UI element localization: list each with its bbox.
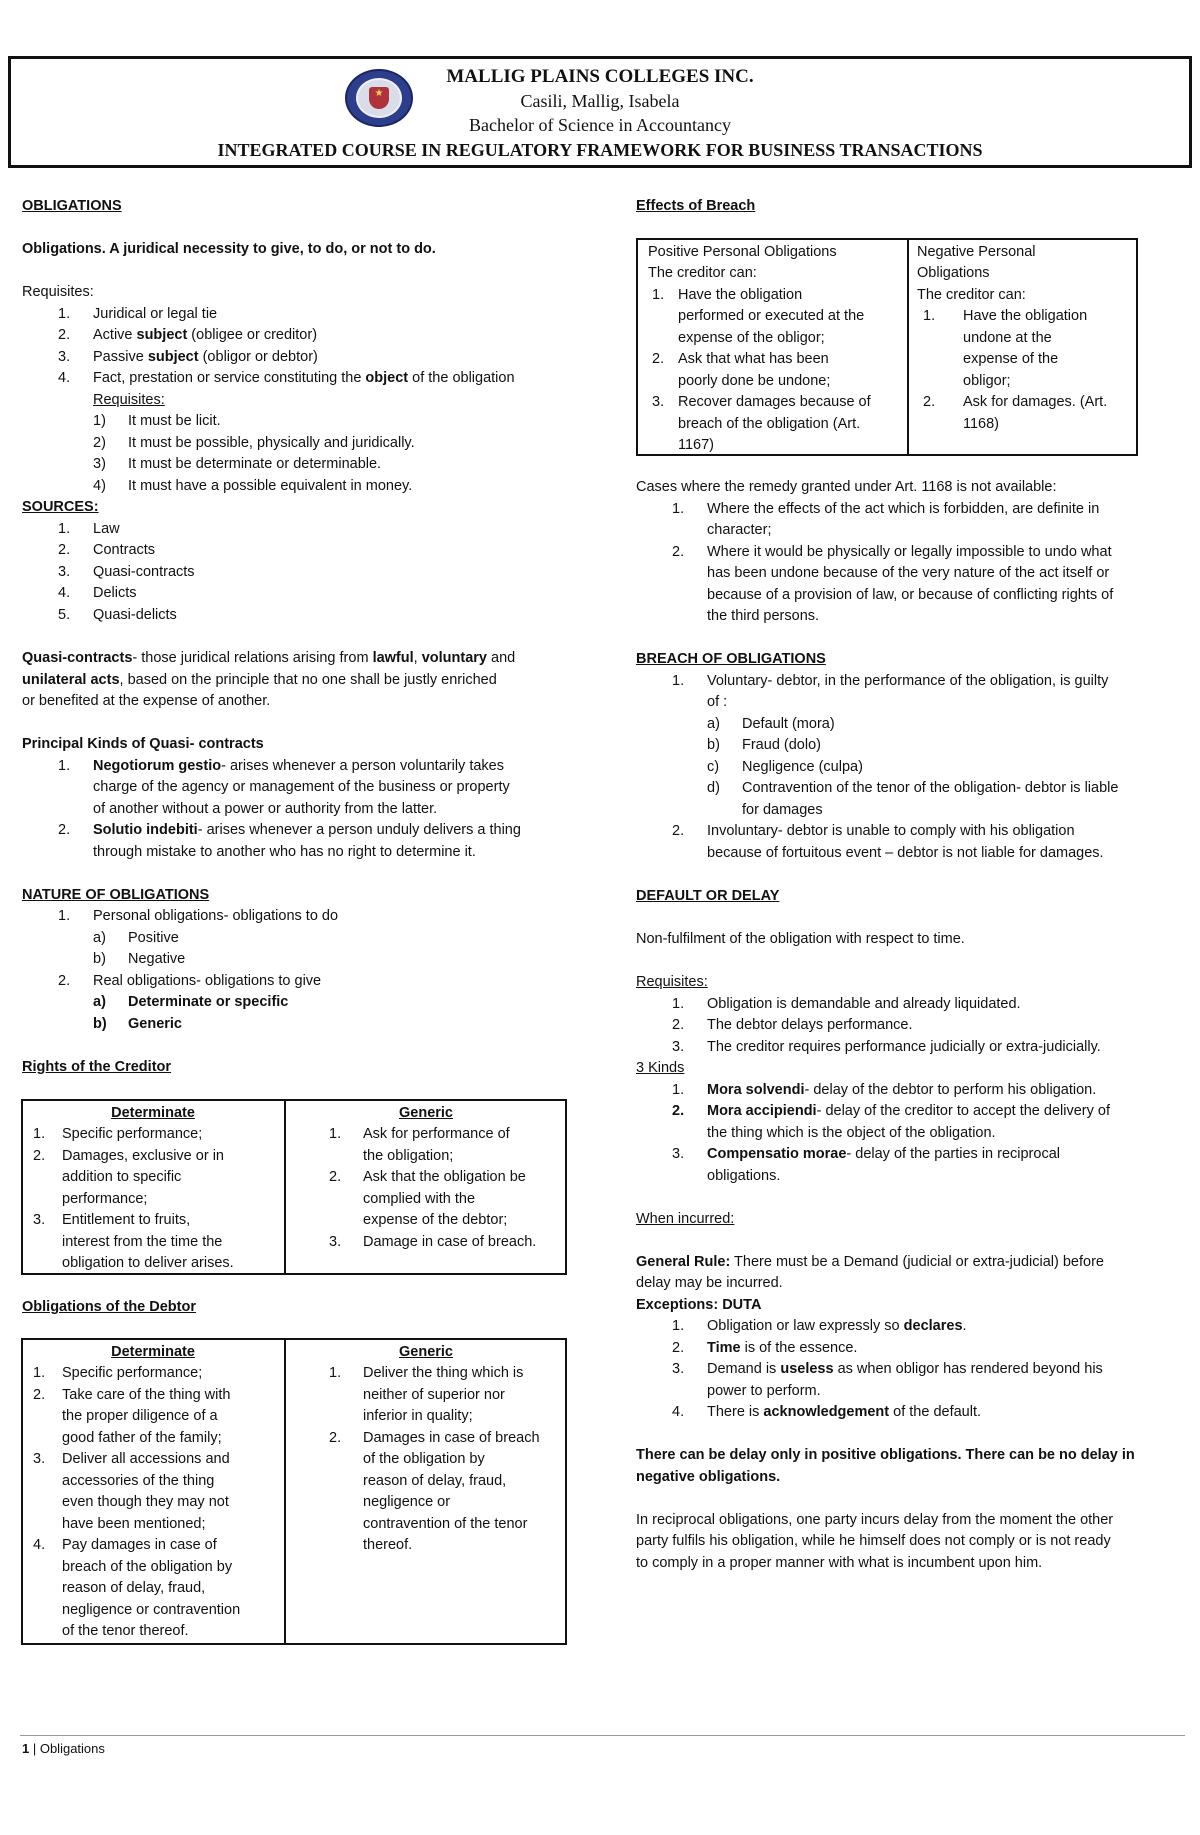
text-line: The creditor can: bbox=[648, 265, 757, 281]
text-line: 1. bbox=[672, 1082, 685, 1098]
text-line: 1167) bbox=[678, 437, 715, 453]
text-line: addition to specific bbox=[62, 1169, 182, 1185]
text-line: 3. bbox=[672, 1146, 685, 1162]
text-line: unilateral acts bbox=[22, 672, 120, 688]
text-line: Mora accipiendi bbox=[707, 1103, 817, 1119]
text-line: have been mentioned; bbox=[62, 1516, 206, 1532]
text-line: of the default. bbox=[889, 1404, 982, 1420]
text-line: of the tenor thereof. bbox=[62, 1623, 189, 1639]
default-heading: DEFAULT OR DELAY bbox=[636, 888, 780, 904]
text-line: 2. bbox=[672, 1103, 685, 1119]
text-line: 3. bbox=[58, 349, 71, 365]
text-line: 1. bbox=[923, 308, 936, 324]
text-line: 3. bbox=[33, 1451, 46, 1467]
list-item bbox=[707, 1338, 857, 1360]
text-line: (obligee or creditor) bbox=[187, 327, 318, 343]
list-item: Delicts bbox=[93, 585, 137, 601]
text-line: - delay of the creditor to accept the delivery of bbox=[816, 1103, 1110, 1119]
text-line: expense of the debtor; bbox=[363, 1212, 508, 1228]
general-rule bbox=[636, 1252, 1104, 1274]
table-header-positive: Positive Personal Obligations bbox=[648, 244, 837, 260]
text-line: 1. bbox=[58, 306, 71, 322]
table-cell: Deliver the thing which is bbox=[363, 1365, 524, 1381]
text-line: 2. bbox=[33, 1387, 46, 1403]
text-line: 2. bbox=[923, 394, 936, 410]
text-line: negligence or bbox=[363, 1494, 451, 1510]
list-item: It must be determinate or determinable. bbox=[128, 456, 382, 472]
text-line: 2. bbox=[58, 973, 71, 989]
text-line: | bbox=[29, 1741, 40, 1756]
text-line: 2. bbox=[329, 1430, 342, 1446]
text-line: undone at the bbox=[963, 330, 1052, 346]
default-requisites-label: Requisites: bbox=[636, 974, 708, 990]
table-cell: Take care of the thing with bbox=[62, 1387, 231, 1403]
text-line: performed or executed at the bbox=[678, 308, 865, 324]
text-line: a) bbox=[93, 994, 106, 1010]
list-item: It must have a possible equivalent in money. bbox=[128, 478, 413, 494]
delay-note: There can be delay only in positive obligations. There can be no delay in bbox=[636, 1447, 1135, 1463]
list-item: Quasi-delicts bbox=[93, 607, 177, 623]
list-item: Negative bbox=[128, 951, 186, 967]
text-line: obligor; bbox=[963, 373, 1011, 389]
text-line: has been undone because of the very nature of the act itself or bbox=[707, 565, 1110, 581]
table-cell: Ask for damages. (Art. bbox=[963, 394, 1108, 410]
table-cell: Deliver all accessions and bbox=[62, 1451, 230, 1467]
list-item: Default (mora) bbox=[742, 716, 835, 732]
list-item bbox=[707, 1316, 967, 1338]
text-line: as when obligor has rendered beyond his bbox=[833, 1361, 1103, 1377]
text-line: 4. bbox=[33, 1537, 46, 1553]
text-line: 1. bbox=[329, 1126, 342, 1142]
text-line: 3) bbox=[93, 456, 106, 472]
text-line: a) bbox=[93, 930, 106, 946]
text-line: charge of the agency or management of the business or property bbox=[93, 779, 510, 795]
text-line: c) bbox=[707, 759, 720, 775]
text-line: delay may be incurred. bbox=[636, 1275, 783, 1291]
text-line: The creditor can: bbox=[917, 287, 1026, 303]
text-line: good father of the family; bbox=[62, 1430, 222, 1446]
list-item bbox=[93, 304, 217, 326]
list-item: Contravention of the tenor of the obligation- debtor is liable bbox=[742, 780, 1119, 796]
list-item bbox=[93, 325, 317, 347]
text-line: , bbox=[413, 650, 422, 666]
list-item: It must be licit. bbox=[128, 413, 221, 429]
text-line: the third persons. bbox=[707, 608, 820, 624]
text-line: thereof. bbox=[363, 1537, 413, 1553]
table-cell: Recover damages because of bbox=[678, 394, 871, 410]
text-line: a) bbox=[707, 716, 720, 732]
text-line: 3. bbox=[329, 1234, 342, 1250]
text-line: 4. bbox=[58, 585, 71, 601]
list-item: Contracts bbox=[93, 542, 156, 558]
text-line: (obligor or debtor) bbox=[198, 349, 318, 365]
list-item: Generic bbox=[128, 1016, 182, 1032]
text-line: is of the essence. bbox=[740, 1340, 858, 1356]
text-line: breach of the obligation by bbox=[62, 1559, 233, 1575]
table-header-generic: Generic bbox=[399, 1344, 453, 1360]
text-line: There is bbox=[707, 1404, 764, 1420]
text-line: Mora solvendi bbox=[707, 1082, 805, 1098]
debtor-heading: Obligations of the Debtor bbox=[22, 1299, 196, 1315]
list-item bbox=[707, 1359, 1103, 1381]
text-line: 2. bbox=[58, 822, 71, 838]
nature-heading: NATURE OF OBLIGATIONS bbox=[22, 887, 210, 903]
list-item: Fraud (dolo) bbox=[742, 737, 821, 753]
text-line: b) bbox=[707, 737, 720, 753]
text-line: performance; bbox=[62, 1191, 148, 1207]
text-line: - arises whenever a person voluntarily takes bbox=[221, 758, 504, 774]
text-line: 3. bbox=[672, 1361, 685, 1377]
text-line: the thing which is the object of the obligation. bbox=[707, 1125, 996, 1141]
text-line: 3. bbox=[58, 564, 71, 580]
text-line: of another without a power or authority from the latter. bbox=[93, 801, 438, 817]
text-line: voluntary bbox=[421, 650, 487, 666]
text-line: breach of the obligation (Art. bbox=[678, 416, 861, 432]
text-line: Obligations bbox=[917, 265, 990, 281]
text-line: or benefited at the expense of another. bbox=[22, 693, 271, 709]
text-line: Solutio indebiti bbox=[93, 822, 198, 838]
effects-heading: Effects of Breach bbox=[636, 198, 756, 214]
list-item bbox=[707, 1144, 1060, 1166]
effects-of-breach-table bbox=[636, 238, 1138, 456]
college-seal-icon: ★ bbox=[345, 69, 413, 127]
when-incurred-label: When incurred: bbox=[636, 1211, 735, 1227]
text-line: b) bbox=[93, 1016, 107, 1032]
text-line: In reciprocal obligations, one party incurs delay from the moment the other bbox=[636, 1512, 1114, 1528]
list-item bbox=[93, 820, 521, 842]
text-line: for damages bbox=[742, 802, 823, 818]
text-line: complied with the bbox=[363, 1191, 476, 1207]
text-line: 5. bbox=[58, 607, 71, 623]
text-line: to comply in a proper manner with what is incumbent upon him. bbox=[636, 1555, 1043, 1571]
list-item: Voluntary- debtor, in the performance of the obligation, is guilty bbox=[707, 673, 1109, 689]
text-line: the proper diligence of a bbox=[62, 1408, 218, 1424]
text-line: 1. bbox=[672, 501, 685, 517]
list-item bbox=[707, 1101, 1110, 1123]
text-line: even though they may not bbox=[62, 1494, 229, 1510]
text-line: useless bbox=[780, 1361, 834, 1377]
table-cell: Have the obligation bbox=[963, 308, 1088, 324]
text-line: 1. bbox=[672, 1318, 685, 1334]
text-line: because of fortuitous event – debtor is not liable for damages. bbox=[707, 845, 1104, 861]
text-line: poorly done be undone; bbox=[678, 373, 831, 389]
breach-heading: BREACH OF OBLIGATIONS bbox=[636, 651, 826, 667]
text-line: subject bbox=[136, 327, 188, 343]
table-cell: Ask for performance of bbox=[363, 1126, 510, 1142]
text-line: obligations. bbox=[707, 1168, 781, 1184]
text-line: 4) bbox=[93, 478, 106, 494]
list-item bbox=[93, 756, 504, 778]
text-line: 1. bbox=[652, 287, 665, 303]
list-item: The debtor delays performance. bbox=[707, 1017, 913, 1033]
text-line: interest from the time the bbox=[62, 1234, 223, 1250]
text-line: party fulfils his obligation, while he himself does not comply or is not ready bbox=[636, 1533, 1111, 1549]
table-header-determinate: Determinate bbox=[111, 1344, 195, 1360]
text-line: Obligation or law expressly so bbox=[707, 1318, 904, 1334]
list-item bbox=[707, 1080, 1096, 1102]
text-line: Fact, prestation or service constituting the bbox=[93, 370, 366, 386]
text-line: General Rule: bbox=[636, 1254, 731, 1270]
text-line: 1. bbox=[58, 521, 71, 537]
text-line: 1 bbox=[22, 1741, 30, 1756]
text-line: 3. bbox=[652, 394, 665, 410]
text-line: because of a provision of law, or because of conflicting rights of bbox=[707, 587, 1114, 603]
table-header-generic: Generic bbox=[399, 1105, 453, 1121]
text-line: Obligations bbox=[39, 1741, 105, 1756]
list-item: Where the effects of the act which is forbidden, are definite in bbox=[707, 501, 1100, 517]
text-line: - arises whenever a person unduly delivers a thing bbox=[197, 822, 521, 838]
text-line: inferior in quality; bbox=[363, 1408, 473, 1424]
text-line: accessories of the thing bbox=[62, 1473, 215, 1489]
default-definition: Non-fulfilment of the obligation with respect to time. bbox=[636, 931, 965, 947]
text-line: 1. bbox=[672, 673, 685, 689]
kinds-label: 3 Kinds bbox=[636, 1060, 685, 1076]
text-line: 2. bbox=[33, 1148, 46, 1164]
text-line: subject bbox=[147, 349, 199, 365]
text-line: negative obligations. bbox=[636, 1469, 781, 1485]
text-line: through mistake to another who has no right to determine it. bbox=[93, 844, 476, 860]
text-line: and bbox=[486, 650, 516, 666]
text-line: contravention of the tenor bbox=[363, 1516, 528, 1532]
text-line: reason of delay, fraud, bbox=[62, 1580, 206, 1596]
text-line: neither of superior nor bbox=[363, 1387, 505, 1403]
rights-of-creditor-table bbox=[21, 1099, 567, 1275]
text-line: - those juridical relations arising from bbox=[132, 650, 373, 666]
table-cell: Ask that what has been bbox=[678, 351, 829, 367]
table-header-negative: Negative Personal bbox=[917, 244, 1036, 260]
obligations-heading: OBLIGATIONS bbox=[22, 198, 122, 214]
text-line: Compensatio morae bbox=[707, 1146, 847, 1162]
list-item: Determinate or specific bbox=[128, 994, 289, 1010]
table-cell: Damages, exclusive or in bbox=[62, 1148, 224, 1164]
text-line: power to perform. bbox=[707, 1383, 821, 1399]
text-line: 2. bbox=[672, 1017, 685, 1033]
course-title: INTEGRATED COURSE IN REGULATORY FRAMEWORK FOR BUSINESS TRANSACTIONS bbox=[217, 140, 983, 160]
text-line: 2) bbox=[93, 435, 106, 451]
list-item: Law bbox=[93, 521, 120, 537]
table-cell: Ask that the obligation be bbox=[363, 1169, 526, 1185]
cases-intro: Cases where the remedy granted under Art. 1168 is not available: bbox=[636, 479, 1057, 495]
principal-kinds-heading: Principal Kinds of Quasi- contracts bbox=[22, 736, 264, 752]
table-cell: Specific performance; bbox=[62, 1365, 203, 1381]
text-line: 2. bbox=[672, 1340, 685, 1356]
exceptions-label: Exceptions: DUTA bbox=[636, 1297, 762, 1313]
text-line: - delay of the debtor to perform his obligation. bbox=[804, 1082, 1097, 1098]
table-cell: Pay damages in case of bbox=[62, 1537, 217, 1553]
text-line: negligence or contravention bbox=[62, 1602, 241, 1618]
text-line: 2. bbox=[652, 351, 665, 367]
text-line: lawful bbox=[372, 650, 414, 666]
footer-divider bbox=[20, 1735, 1185, 1736]
list-item: Where it would be physically or legally impossible to undo what bbox=[707, 544, 1112, 560]
text-line: 1. bbox=[58, 758, 71, 774]
requisites-label: Requisites: bbox=[22, 284, 94, 300]
text-line: character; bbox=[707, 522, 772, 538]
table-header-determinate: Determinate bbox=[111, 1105, 195, 1121]
text-line: of : bbox=[707, 694, 728, 710]
list-item: Negligence (culpa) bbox=[742, 759, 863, 775]
program-name: Bachelor of Science in Accountancy bbox=[469, 115, 731, 135]
list-item: The creditor requires performance judicially or extra-judicially. bbox=[707, 1039, 1101, 1055]
text-line: There must be a Demand (judicial or extra-judicial) before bbox=[730, 1254, 1104, 1270]
obligations-definition: Obligations. A juridical necessity to give, to do, or not to do. bbox=[22, 241, 436, 257]
text-line: d) bbox=[707, 780, 720, 796]
text-line: 1. bbox=[58, 908, 71, 924]
text-line: of the obligation bbox=[408, 370, 515, 386]
text-line: 2. bbox=[672, 544, 685, 560]
text-line: obligation to deliver arises. bbox=[62, 1255, 234, 1271]
text-line: of the obligation by bbox=[363, 1451, 485, 1467]
list-item bbox=[93, 347, 318, 369]
list-item: Obligation is demandable and already liquidated. bbox=[707, 996, 1021, 1012]
page-footer bbox=[22, 1741, 105, 1756]
list-item: Quasi-contracts bbox=[93, 564, 195, 580]
text-line: 1. bbox=[329, 1365, 342, 1381]
text-line: 3. bbox=[33, 1212, 46, 1228]
text-line: 2. bbox=[58, 327, 71, 343]
text-line: acknowledgement bbox=[763, 1404, 890, 1420]
list-item: Involuntary- debtor is unable to comply with his obligation bbox=[707, 823, 1075, 839]
text-line: 2. bbox=[58, 542, 71, 558]
text-line: 1. bbox=[33, 1126, 46, 1142]
text-line: 2. bbox=[329, 1169, 342, 1185]
text-line: Negotiorum gestio bbox=[93, 758, 222, 774]
text-line: 1. bbox=[33, 1365, 46, 1381]
text-line: expense of the obligor; bbox=[678, 330, 825, 346]
rights-heading: Rights of the Creditor bbox=[22, 1059, 172, 1075]
text-line: 4. bbox=[672, 1404, 685, 1420]
text-line: the obligation; bbox=[363, 1148, 454, 1164]
text-line: - delay of the parties in reciprocal bbox=[846, 1146, 1060, 1162]
text-line: Active bbox=[93, 327, 137, 343]
text-line: 3. bbox=[672, 1039, 685, 1055]
text-line: Juridical or legal tie bbox=[93, 306, 218, 322]
sources-heading: SOURCES: bbox=[22, 499, 99, 515]
text-line: 1. bbox=[672, 996, 685, 1012]
college-name: MALLIG PLAINS COLLEGES INC. bbox=[446, 66, 754, 87]
table-cell: Damages in case of breach bbox=[363, 1430, 540, 1446]
text-line: 4. bbox=[58, 370, 71, 386]
list-item: Real obligations- obligations to give bbox=[93, 973, 322, 989]
text-line: 1) bbox=[93, 413, 106, 429]
text-line: Demand is bbox=[707, 1361, 781, 1377]
list-item: Positive bbox=[128, 930, 179, 946]
text-line: reason of delay, fraud, bbox=[363, 1473, 507, 1489]
list-item bbox=[707, 1402, 981, 1424]
text-line: b) bbox=[93, 951, 106, 967]
text-line: expense of the bbox=[963, 351, 1059, 367]
text-line: declares bbox=[903, 1318, 963, 1334]
college-address: Casili, Mallig, Isabela bbox=[520, 91, 680, 111]
obligations-of-debtor-table bbox=[21, 1338, 567, 1645]
text-line: 1168) bbox=[963, 416, 1000, 432]
text-line: , based on the principle that no one shall be justly enriched bbox=[119, 672, 497, 688]
text-line: Time bbox=[707, 1340, 741, 1356]
list-item bbox=[93, 368, 515, 390]
table-cell: Damage in case of breach. bbox=[363, 1234, 537, 1250]
text-line: 2. bbox=[672, 823, 685, 839]
list-item: It must be possible, physically and juridically. bbox=[128, 435, 415, 451]
text-line: Quasi-contracts bbox=[22, 650, 133, 666]
text-line: . bbox=[962, 1318, 967, 1334]
table-cell: Specific performance; bbox=[62, 1126, 203, 1142]
table-cell: Have the obligation bbox=[678, 287, 803, 303]
text-line: Passive bbox=[93, 349, 148, 365]
table-cell: Entitlement to fruits, bbox=[62, 1212, 191, 1228]
object-requisites-label: Requisites: bbox=[93, 392, 165, 408]
text-line: object bbox=[365, 370, 409, 386]
list-item: Personal obligations- obligations to do bbox=[93, 908, 339, 924]
